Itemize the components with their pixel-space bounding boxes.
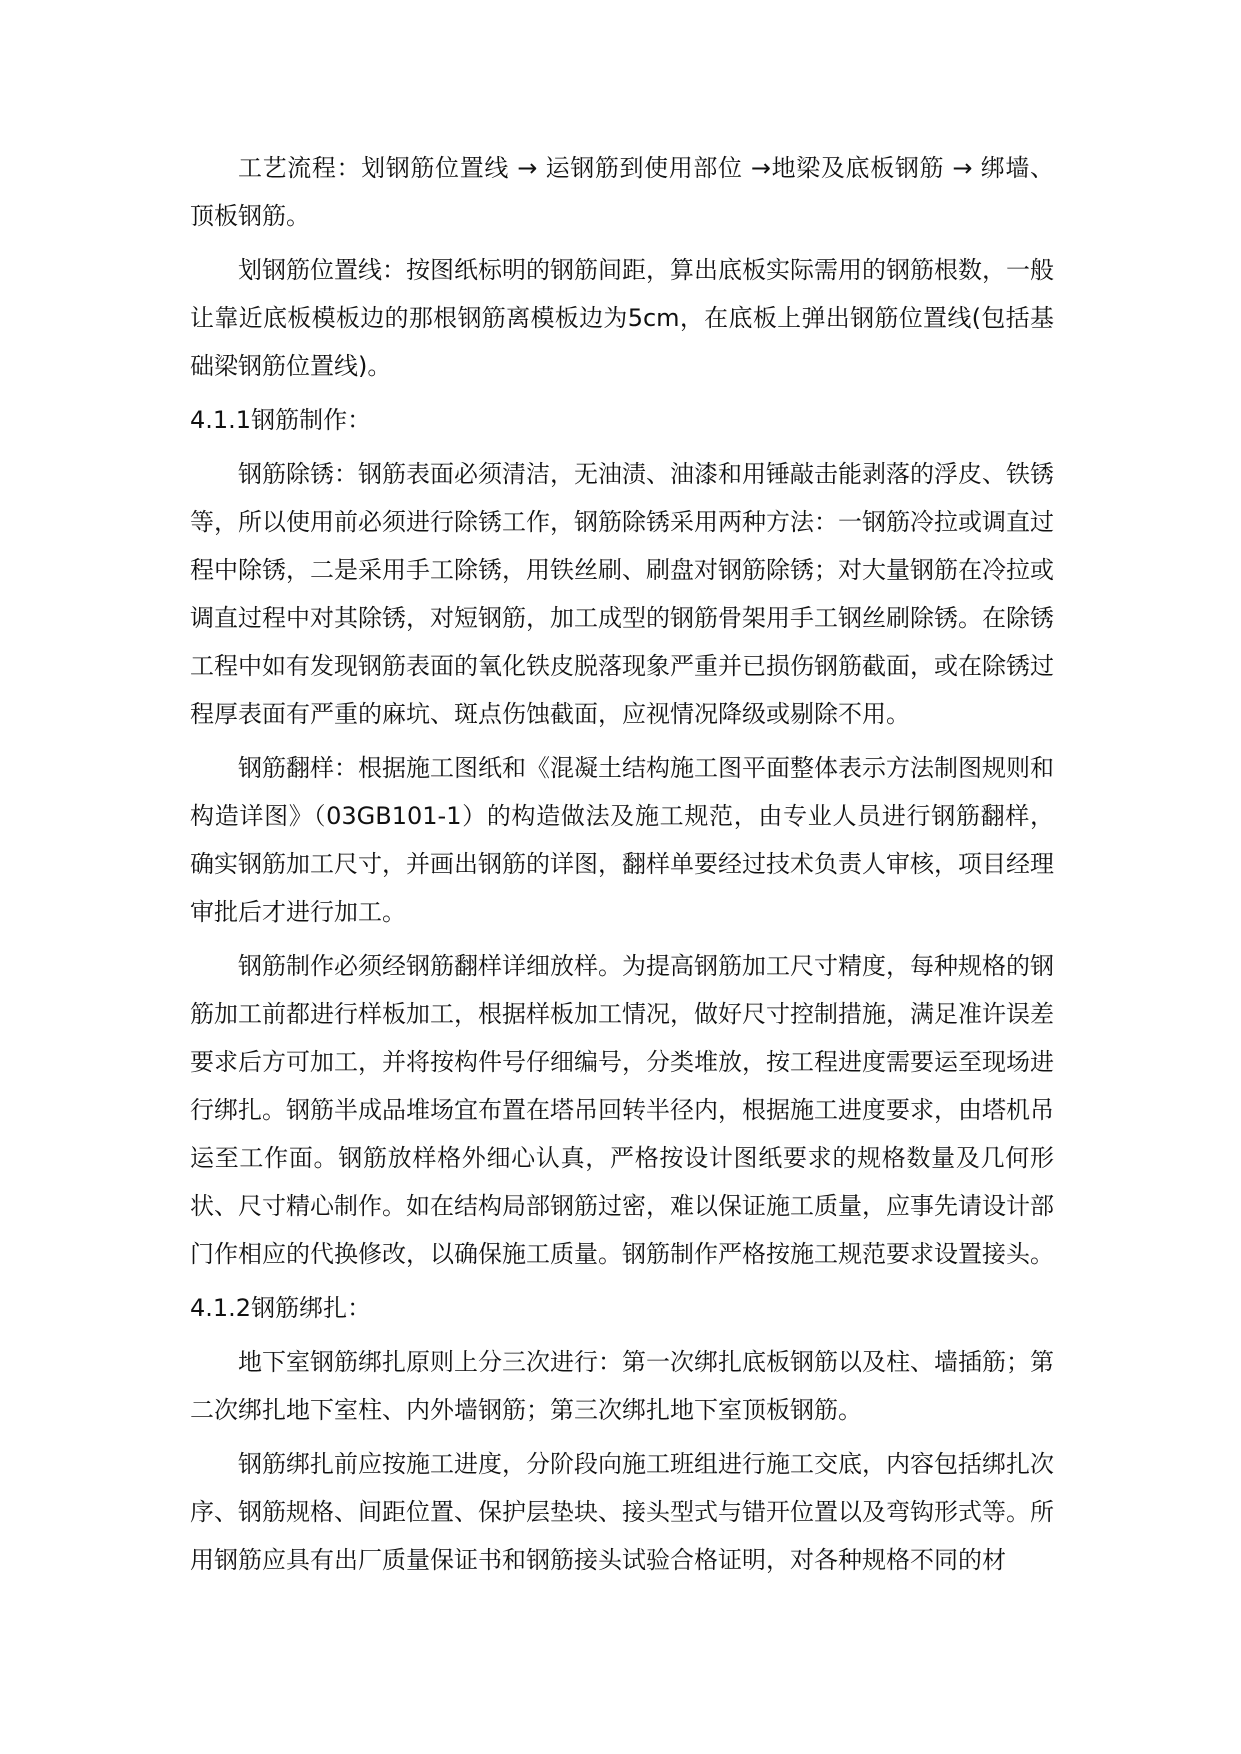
section-heading-rebar-fabrication: 4.1.1钢筋制作： [190,406,372,434]
paragraph-rebar-making: 钢筋制作必须经钢筋翻样详细放样。为提高钢筋加工尺寸精度，每种规格的钢筋加工前都进行样板加工，根据样板加工情况，做好尺寸控制措施，满足准许误差要求后方可加工，并将按构件号仔细编号，分类堆放，按工程进度需要运至现场进行绑扎。钢筋半成品堆场宜布置在塔吊回转半径内，根据施工进度要求，由塔机吊运至工作面。钢筋放样格外细心认真，严格按设计图纸要求的规格数量及几何形状、尺寸精心制作。如在结构局部钢筋过密，难以保证施工质量，应事先请设计部门作相应的代换修改，以确保施工质量。钢筋制作严格按施工规范要求设置接头。 [190,952,1054,1268]
paragraph-marking-lines: 划钢筋位置线：按图纸标明的钢筋间距，算出底板实际需用的钢筋根数，一般让靠近底板模板边的那根钢筋离模板边为5cm，在底板上弹出钢筋位置线(包括基础梁钢筋位置线)。 [190,256,1054,380]
section-heading-rebar-binding: 4.1.2钢筋绑扎： [190,1294,372,1322]
paragraph-binding-preparation: 钢筋绑扎前应按施工进度，分阶段向施工班组进行施工交底，内容包括绑扎次序、钢筋规格、间距位置、保护层垫块、接头型式与错开位置以及弯钩形式等。所用钢筋应具有出厂质量保证书和钢筋接头试验合格证明，对各种规格不同的材 [190,1450,1054,1574]
paragraph-binding-stages: 地下室钢筋绑扎原则上分三次进行：第一次绑扎底板钢筋以及柱、墙插筋；第二次绑扎地下室柱、内外墙钢筋；第三次绑扎地下室顶板钢筋。 [190,1348,1054,1424]
document-body [190,144,1054,1590]
paragraph-rebar-detailing: 钢筋翻样：根据施工图纸和《混凝土结构施工图平面整体表示方法制图规则和构造详图》（03GB101-1）的构造做法及施工规范，由专业人员进行钢筋翻样，确实钢筋加工尺寸，并画出钢筋的详图，翻样单要经过技术负责人审核，项目经理审批后才进行加工。 [190,754,1054,926]
paragraph-process-flow: 工艺流程：划钢筋位置线 → 运钢筋到使用部位 →地梁及底板钢筋 → 绑墙、顶板钢筋。 [190,154,1054,230]
paragraph-rust-removal: 钢筋除锈：钢筋表面必须清洁，无油渍、油漆和用锤敲击能剥落的浮皮、铁锈等，所以使用前必须进行除锈工作，钢筋除锈采用两种方法：一钢筋冷拉或调直过程中除锈，二是采用手工除锈，用铁丝刷、刷盘对钢筋除锈；对大量钢筋在冷拉或调直过程中对其除锈，对短钢筋，加工成型的钢筋骨架用手工钢丝刷除锈。在除锈工程中如有发现钢筋表面的氧化铁皮脱落现象严重并已损伤钢筋截面，或在除锈过程厚表面有严重的麻坑、斑点伤蚀截面，应视情况降级或剔除不用。 [190,460,1054,728]
